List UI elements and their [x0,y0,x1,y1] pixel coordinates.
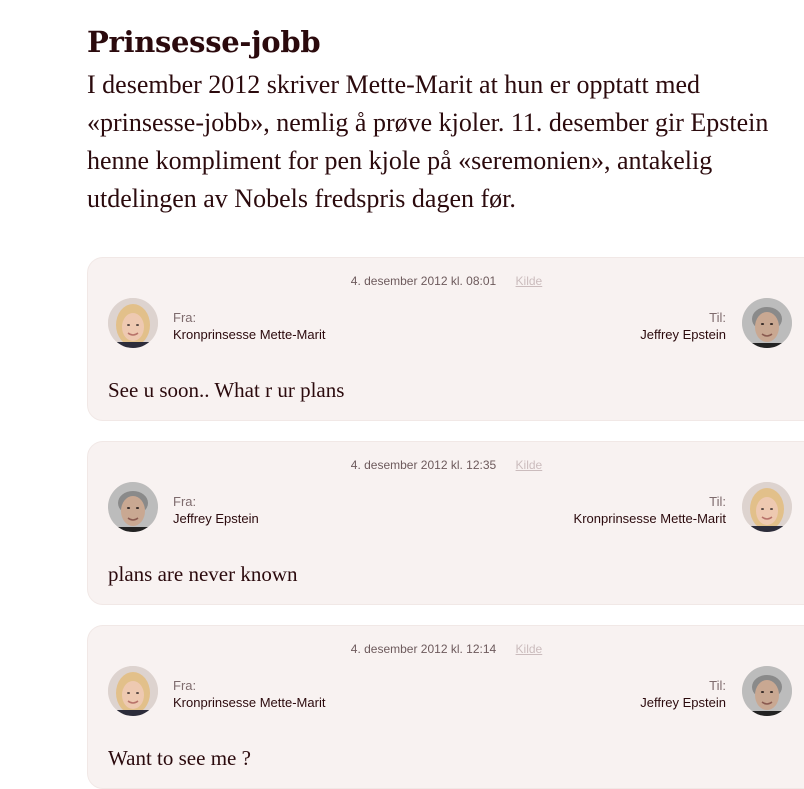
sender-avatar [108,298,158,348]
to-label: Til: [709,494,726,509]
message-text: plans are never known [108,562,298,586]
message-card [87,441,804,605]
woman-portrait-icon [108,666,158,716]
section-title: Prinsesse-jobb [87,25,321,59]
recipient-info [640,309,726,343]
lead-line: «prinsesse-jobb», nemlig å prøve kjoler. 11. desember gir Epstein [87,108,769,137]
message-text: Want to see me ? [108,746,251,770]
message-timestamp: 4. desember 2012 kl. 12:14 [350,642,497,656]
sender-info [173,493,259,527]
message-meta [88,458,804,472]
source-link[interactable]: Kilde [515,458,543,472]
recipient-info [640,677,726,711]
woman-portrait-icon [108,298,158,348]
man-portrait-icon [108,482,158,532]
sender-avatar [108,666,158,716]
lead-line: I desember 2012 skriver Mette-Marit at hun er opptatt med [87,70,700,99]
from-label: Fra: [173,678,197,693]
lead-paragraph [87,66,804,218]
to-label: Til: [709,310,726,325]
man-portrait-icon [742,666,792,716]
woman-portrait-icon [742,482,792,532]
from-label: Fra: [173,494,197,509]
man-portrait-icon [742,298,792,348]
recipient-name: Jeffrey Epstein [640,695,726,710]
from-label: Fra: [173,310,197,325]
message-meta [88,642,804,656]
sender-avatar [108,482,158,532]
message-card [87,625,804,789]
message-meta [88,274,804,288]
sender-name: Kronprinsesse Mette-Marit [173,695,326,710]
recipient-name: Kronprinsesse Mette-Marit [573,511,726,526]
source-link[interactable]: Kilde [515,274,543,288]
recipient-avatar [742,298,792,348]
recipient-name: Jeffrey Epstein [640,327,726,342]
sender-name: Kronprinsesse Mette-Marit [173,327,326,342]
message-text: See u soon.. What r ur plans [108,378,345,402]
message-timestamp: 4. desember 2012 kl. 08:01 [350,274,497,288]
message-timestamp: 4. desember 2012 kl. 12:35 [350,458,497,472]
message-card [87,257,804,421]
recipient-avatar [742,666,792,716]
source-link[interactable]: Kilde [515,642,543,656]
lead-line: henne kompliment for pen kjole på «seremonien», antakelig [87,146,713,175]
sender-info [173,309,325,343]
recipient-avatar [742,482,792,532]
sender-info [173,677,325,711]
lead-line: utdelingen av Nobels fredspris dagen før. [87,184,516,213]
sender-name: Jeffrey Epstein [173,511,259,526]
to-label: Til: [709,678,726,693]
recipient-info [574,493,726,527]
